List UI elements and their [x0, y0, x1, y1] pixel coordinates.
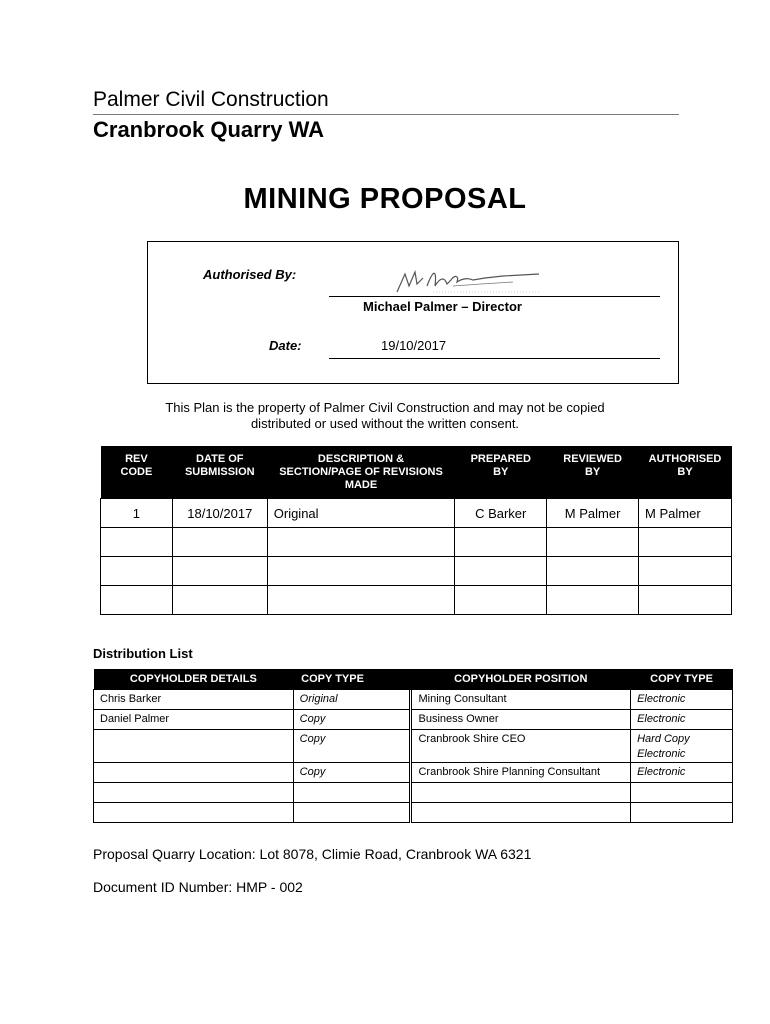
header-copyholder-position: COPYHOLDER POSITION [411, 669, 631, 690]
copyholder-cell [94, 730, 294, 763]
copyholder-cell: Chris Barker [94, 690, 294, 710]
document-id: Document ID Number: HMP - 002 [93, 879, 303, 895]
table-cell [411, 783, 631, 803]
copy-type-cell: Copy [293, 763, 411, 783]
authorisation-box [147, 241, 679, 384]
header-reviewed-by: REVIEWED BY [547, 446, 639, 499]
header-divider [93, 114, 679, 115]
table-cell [267, 586, 455, 615]
table-row [94, 710, 733, 730]
table-row [94, 783, 733, 803]
header-prepared-by: PREPARED BY [455, 446, 547, 499]
reviewed-by-cell: M Palmer [547, 499, 639, 528]
copyholder-cell: Daniel Palmer [94, 710, 294, 730]
table-cell [639, 557, 732, 586]
table-cell [631, 783, 733, 803]
table-cell [547, 586, 639, 615]
table-cell [411, 803, 631, 823]
position-cell: Mining Consultant [411, 690, 631, 710]
table-row [94, 730, 733, 763]
table-cell [639, 528, 732, 557]
table-cell [293, 803, 411, 823]
document-title: MINING PROPOSAL [243, 183, 527, 215]
distribution-table [93, 669, 733, 823]
header-date-of-submission: DATE OF SUBMISSION [172, 446, 267, 499]
copy-type-line: Hard Copy [637, 733, 690, 745]
table-row [101, 586, 732, 615]
table-row [94, 763, 733, 783]
table-row [94, 803, 733, 823]
description-cell: Original [267, 499, 455, 528]
copy-type-cell: Original [293, 690, 411, 710]
header-copy-type: COPY TYPE [293, 669, 411, 690]
date-label: Date: [269, 338, 302, 353]
distribution-list-heading: Distribution List [93, 646, 193, 661]
table-cell [631, 803, 733, 823]
table-cell [293, 783, 411, 803]
signatory-name: Michael Palmer – Director [363, 299, 522, 314]
quarry-location: Proposal Quarry Location: Lot 8078, Climie Road, Cranbrook WA 6321 [93, 846, 532, 862]
signature-line [329, 296, 660, 297]
table-cell [94, 803, 294, 823]
copy-type-cell: Electronic [631, 710, 733, 730]
table-row [94, 690, 733, 710]
table-cell [101, 586, 173, 615]
copy-type-cell: Copy [293, 710, 411, 730]
copy-type-cell: Electronic [631, 763, 733, 783]
authorised-by-label: Authorised By: [203, 267, 297, 282]
table-cell [455, 557, 547, 586]
header-copy-type: COPY TYPE [631, 669, 733, 690]
position-cell: Cranbrook Shire CEO [411, 730, 631, 763]
table-cell [101, 557, 173, 586]
table-cell [94, 783, 294, 803]
authorisation-date: 19/10/2017 [381, 338, 447, 353]
table-row [101, 557, 732, 586]
table-cell [267, 528, 455, 557]
table-cell [455, 528, 547, 557]
table-cell [547, 528, 639, 557]
property-notice-line: distributed or used without the written consent. [250, 416, 520, 431]
company-name: Palmer Civil Construction [93, 88, 329, 111]
submission-date-cell: 18/10/2017 [172, 499, 267, 528]
header-description: DESCRIPTION & SECTION/PAGE OF REVISIONS MADE [267, 446, 455, 499]
rev-code-cell: 1 [101, 499, 173, 528]
copy-type-cell: Copy [293, 730, 411, 763]
property-notice [120, 400, 650, 432]
date-line [329, 358, 660, 359]
header-copyholder-details: COPYHOLDER DETAILS [94, 669, 294, 690]
copy-type-cell: Electronic [631, 690, 733, 710]
site-name: Cranbrook Quarry WA [93, 117, 325, 142]
table-cell [639, 586, 732, 615]
copy-type-cell [631, 730, 733, 763]
signature-image [393, 264, 543, 296]
revision-table [100, 446, 732, 615]
table-row [101, 499, 732, 528]
table-cell [172, 557, 267, 586]
table-cell [172, 528, 267, 557]
position-cell: Business Owner [411, 710, 631, 730]
table-cell [172, 586, 267, 615]
copyholder-cell [94, 763, 294, 783]
property-notice-line: This Plan is the property of Palmer Civil Construction and may not be copied [165, 400, 605, 415]
copy-type-line: Electronic [637, 748, 686, 760]
table-cell [267, 557, 455, 586]
table-cell [455, 586, 547, 615]
revision-header-row [101, 446, 732, 499]
prepared-by-cell: C Barker [455, 499, 547, 528]
position-cell: Cranbrook Shire Planning Consultant [411, 763, 631, 783]
header-rev-code: REV CODE [101, 446, 173, 499]
table-cell [547, 557, 639, 586]
header-authorised-by: AUTHORISED BY [639, 446, 732, 499]
table-row [101, 528, 732, 557]
table-cell [101, 528, 173, 557]
distribution-header-row [94, 669, 733, 690]
authorised-by-cell: M Palmer [639, 499, 732, 528]
